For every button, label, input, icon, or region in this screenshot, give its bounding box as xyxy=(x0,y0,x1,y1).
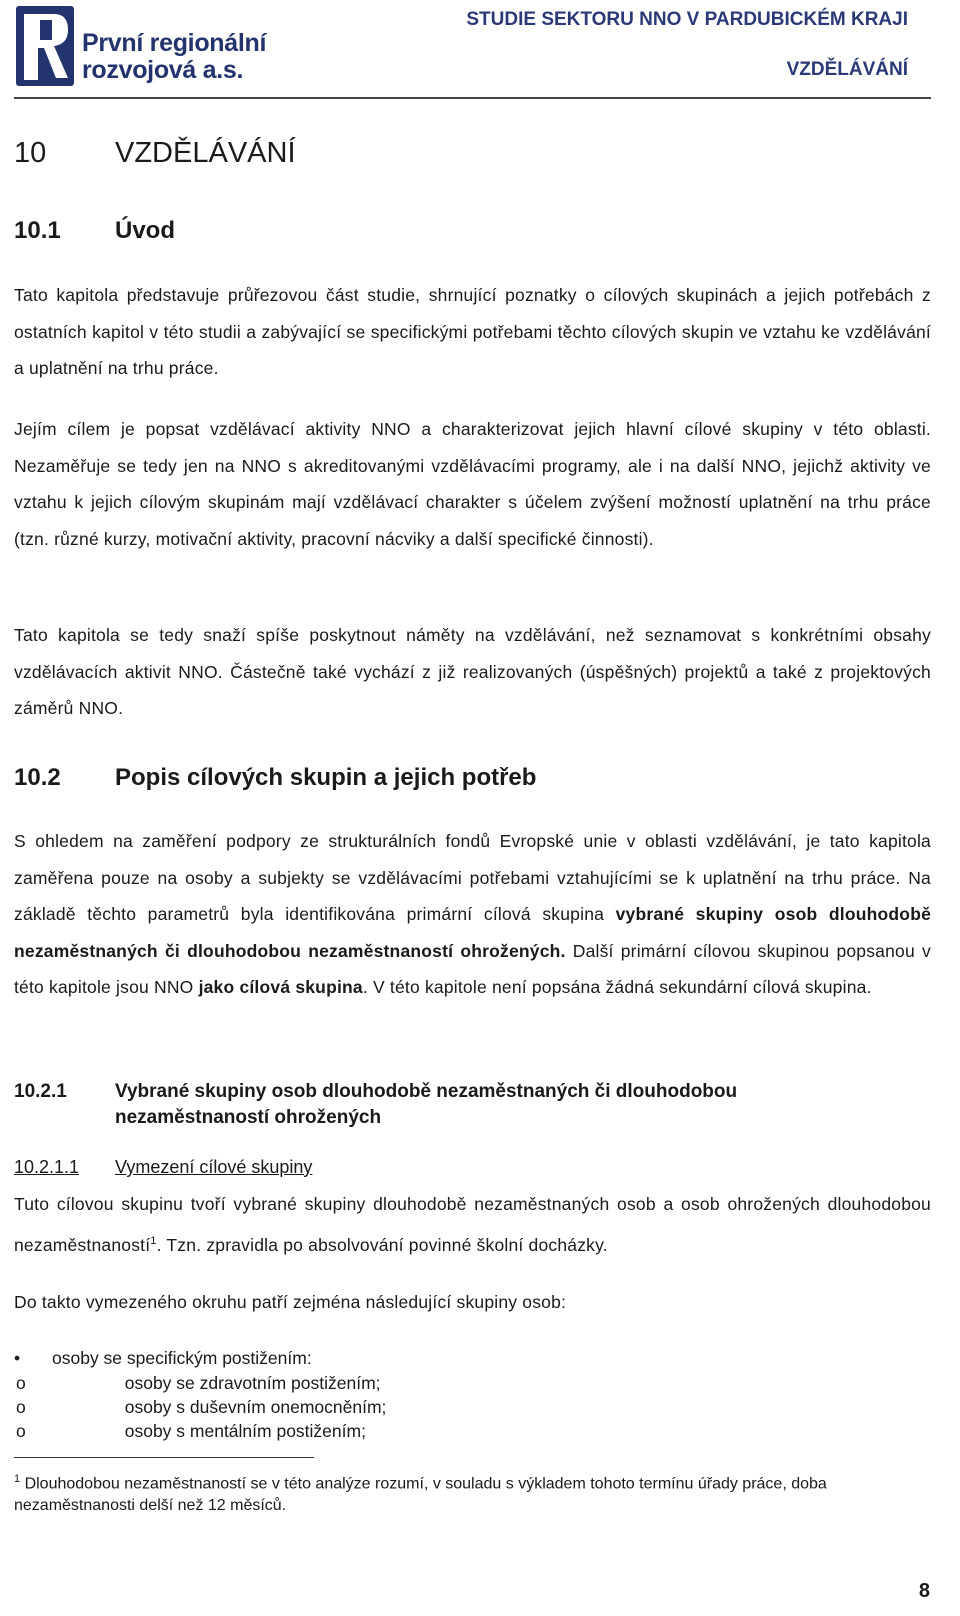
paragraph: Tato kapitola se tedy snaží spíše poskytnout náměty na vzdělávání, než seznamovat s konkrétními obsahy vzdělávacích aktivit NNO. Částečně také vychází z již realizovaných (úspěšných) projektů a také z projektových záměrů NNO. xyxy=(14,625,931,718)
company-logo xyxy=(14,4,304,88)
subsection-number: 10.2.1 xyxy=(14,1081,67,1102)
bold-text: jako cílová skupina xyxy=(198,977,363,997)
section-number: 10.2 xyxy=(14,764,61,791)
footnote: $^1$ Dlouhodobou nezaměstnaností se v této analýze rozumí, v souladu s výkladem tohoto termínu úřady práce, doba nezaměstnanosti delší než 12 měsíců. xyxy=(14,1473,827,1515)
section-number: 10.1 xyxy=(14,217,61,244)
paragraph: Do takto vymezeného okruhu patří zejména následující skupiny osob: xyxy=(14,1292,567,1312)
footnote-mark: 1 xyxy=(14,1473,21,1485)
paragraph: S ohledem na zaměření podpory ze strukturálních fondů Evropské unie v oblasti vzdělávání, je tato kapitola zaměřena pouze na osoby a subjekty se vzdělávacími potřebami vztahujícími se k uplatnění na trhu práce. Na základě těchto parametrů byla identifikována primární cílová skupina vybrané skupiny osob dlouhodobě nezaměstnaných či dlouhodobou nezaměstnaností ohrožených. Další primární cílovou skupinou popsanou v této kapitole jsou NNO jako cílová skupina. V této kapitole není popsána žádná sekundární cílová skupina. xyxy=(14,831,932,997)
list-item-text: osoby se specifickým postižením: xyxy=(52,1348,312,1368)
bullet-icon: • xyxy=(14,1348,21,1368)
sub-bullet-icon: o xyxy=(16,1373,26,1393)
paragraph: Jejím cílem je popsat vzdělávací aktivity NNO a charakterizovat jejich hlavní cílové skupiny v této oblasti. Nezaměřuje se tedy jen na NNO s akreditovanými vzdělávacími programy, ale i na další NNO, jejichž aktivity ve vztahu k jejich cílovým skupinám mají vzdělávací charakter s účelem zvýšení možností uplatnění na trhu práce (tzn. různé kurzy, motivační aktivity, pracovní nácviky a další specifické činnosti). xyxy=(14,419,931,549)
subsubsection-title: Vymezení cílové skupiny xyxy=(115,1157,313,1177)
header-divider xyxy=(14,97,931,99)
subsubsection-heading xyxy=(14,1157,312,1178)
footnote-divider xyxy=(14,1457,314,1458)
logo-line-2: rozvojová a.s. xyxy=(82,56,244,84)
paragraph: Tato kapitola představuje průřezovou část studie, shrnující poznatky o cílových skupinách a jejich potřebách z ostatních kapitol v této studii a zabývající se specifickými potřebami těchto cílových skupin ve vztahu ke vzdělávání a uplatnění na trhu práce. xyxy=(14,285,931,378)
logo-line-1: První regionální xyxy=(82,29,267,57)
sub-list-item: o osoby s mentálním postižením; xyxy=(16,1421,366,1441)
sub-bullet-icon: o xyxy=(16,1397,26,1417)
chapter-number: 10 xyxy=(14,137,47,169)
page-header xyxy=(0,0,960,100)
footnote-ref[interactable]: 1 xyxy=(150,1234,157,1247)
header-section: VZDĚLÁVÁNÍ xyxy=(786,59,908,80)
bold-text: vybrané skupiny osob dlouhodobě nezaměstnaných či dlouhodobou nezaměstnaností ohrožených. xyxy=(14,904,932,961)
sub-list-item: o osoby s duševním onemocněním; xyxy=(16,1397,387,1417)
chapter-heading xyxy=(14,137,296,170)
chapter-title: VZDĚLÁVÁNÍ xyxy=(115,137,296,169)
paragraph: Tuto cílovou skupinu tvoří vybrané skupiny dlouhodobě nezaměstnaných osob a osob ohrožených dlouhodobou nezaměstnaností$^1$. Tzn. zpravidla po absolvování povinné školní docházky. xyxy=(14,1194,931,1255)
document-title: STUDIE SEKTORU NNO V PARDUBICKÉM KRAJI xyxy=(466,9,908,30)
sub-list-item: o osoby se zdravotním postižením; xyxy=(16,1373,381,1393)
logo-mark-icon xyxy=(14,4,76,88)
section-title: Úvod xyxy=(115,217,175,244)
subsubsection-number: 10.2.1.1 xyxy=(14,1157,80,1177)
sub-bullet-icon: o xyxy=(16,1421,26,1441)
section-heading-10-1 xyxy=(14,217,175,245)
subsection-title: Vybrané skupiny osob dlouhodobě nezaměstnaných či dlouhodobou nezaměstnaností ohrožených xyxy=(115,1081,738,1128)
section-title: Popis cílových skupin a jejich potřeb xyxy=(115,764,537,791)
list-item xyxy=(14,1348,312,1369)
subsection-heading-10-2-1 xyxy=(14,1079,931,1133)
page-number: 8 xyxy=(918,1580,930,1602)
section-heading-10-2 xyxy=(14,764,536,792)
